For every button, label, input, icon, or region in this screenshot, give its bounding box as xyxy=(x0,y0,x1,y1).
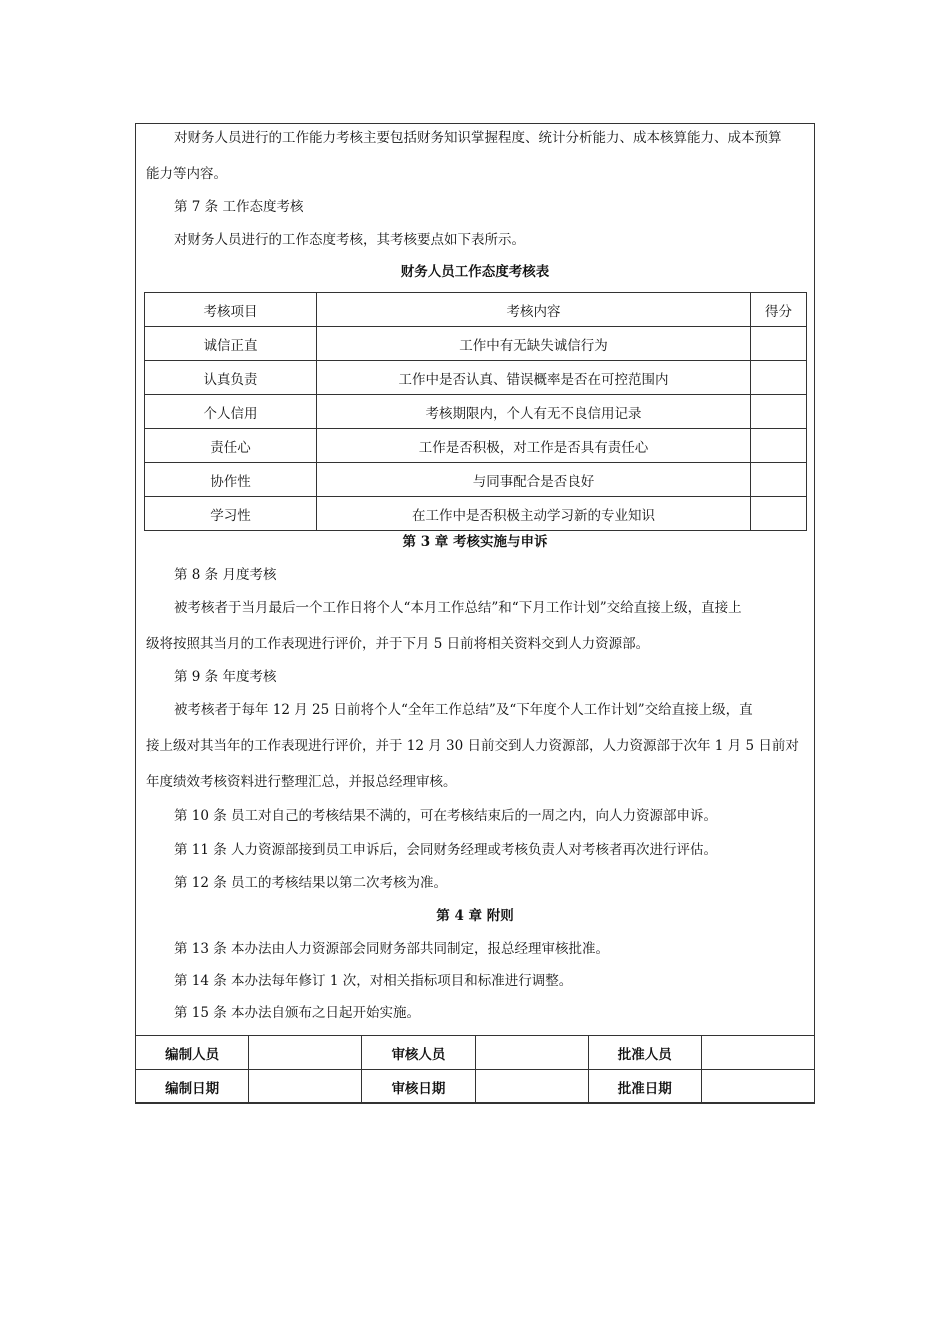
table-row xyxy=(145,463,807,497)
table-row xyxy=(145,327,807,361)
cell-score[interactable] xyxy=(751,463,807,497)
reviewed-by-label: 审核人员 xyxy=(362,1036,475,1070)
table-row xyxy=(145,429,807,463)
article-9-body-1: 被考核者于每年 12 月 25 日前将个人“全年工作总结”及“下年度个人工作计划”交给直接上级，直 xyxy=(174,702,753,718)
cell-item: 个人信用 xyxy=(145,395,317,429)
table-title: 财务人员工作态度考核表 xyxy=(400,264,550,280)
signoff-row-dates xyxy=(136,1070,815,1104)
approved-date-label: 批准日期 xyxy=(588,1070,701,1104)
cell-item: 诚信正直 xyxy=(145,327,317,361)
cell-score[interactable] xyxy=(751,429,807,463)
prepared-date-label: 编制日期 xyxy=(136,1070,249,1104)
cell-score[interactable] xyxy=(751,327,807,361)
header-cell-item: 考核项目 xyxy=(145,293,317,327)
header-cell-content: 考核内容 xyxy=(317,293,751,327)
article-14: 第 14 条 本办法每年修订 1 次，对相关指标项目和标准进行调整。 xyxy=(174,973,573,989)
cell-score[interactable] xyxy=(751,395,807,429)
table-row xyxy=(145,395,807,429)
chapter-4-title: 第 4 章 附则 xyxy=(436,908,514,924)
paragraph-attitude-intro: 对财务人员进行的工作态度考核，其考核要点如下表所示。 xyxy=(174,232,525,248)
cell-item: 责任心 xyxy=(145,429,317,463)
cell-content: 与同事配合是否良好 xyxy=(317,463,751,497)
article-13: 第 13 条 本办法由人力资源部会同财务部共同制定，报总经理审核批准。 xyxy=(174,941,610,957)
table-header-row xyxy=(145,293,807,327)
approved-by-label: 批准人员 xyxy=(588,1036,701,1070)
reviewed-date-field[interactable] xyxy=(475,1070,588,1104)
article-12: 第 12 条 员工的考核结果以第二次考核为准。 xyxy=(174,875,448,891)
paragraph-ability-1: 对财务人员进行的工作能力考核主要包括财务知识掌握程度、统计分析能力、成本核算能力、成本预算 xyxy=(174,130,782,146)
prepared-by-field[interactable] xyxy=(249,1036,362,1070)
article-10: 第 10 条 员工对自己的考核结果不满的，可在考核结束后的一周之内，向人力资源部申诉。 xyxy=(174,808,718,824)
prepared-by-label: 编制人员 xyxy=(136,1036,249,1070)
document-frame xyxy=(135,123,815,1103)
cell-content: 工作中有无缺失诚信行为 xyxy=(317,327,751,361)
article-9-body-3: 年度绩效考核资料进行整理汇总，并报总经理审核。 xyxy=(146,774,457,790)
cell-item: 认真负责 xyxy=(145,361,317,395)
reviewed-date-label: 审核日期 xyxy=(362,1070,475,1104)
cell-item: 协作性 xyxy=(145,463,317,497)
header-cell-score: 得分 xyxy=(751,293,807,327)
reviewed-by-field[interactable] xyxy=(475,1036,588,1070)
cell-content: 考核期限内，个人有无不良信用记录 xyxy=(317,395,751,429)
article-9-body-2: 接上级对其当年的工作表现进行评价，并于 12 月 30 日前交到人力资源部，人力资源部于次年 1 月 5 日前对 xyxy=(146,738,799,754)
approved-date-field[interactable] xyxy=(701,1070,814,1104)
article-9-heading: 第 9 条 年度考核 xyxy=(174,669,277,685)
cell-content: 在工作中是否积极主动学习新的专业知识 xyxy=(317,497,751,531)
signoff-table xyxy=(135,1035,815,1104)
attitude-assessment-table xyxy=(144,292,807,531)
cell-score[interactable] xyxy=(751,361,807,395)
table-row xyxy=(145,361,807,395)
paragraph-ability-2: 能力等内容。 xyxy=(146,166,227,182)
article-7-heading: 第 7 条 工作态度考核 xyxy=(174,199,304,215)
article-15: 第 15 条 本办法自颁布之日起开始实施。 xyxy=(174,1005,421,1021)
article-8-body-1: 被考核者于当月最后一个工作日将个人“本月工作总结”和“下月工作计划”交给直接上级，直接上 xyxy=(174,600,742,616)
approved-by-field[interactable] xyxy=(701,1036,814,1070)
cell-item: 学习性 xyxy=(145,497,317,531)
prepared-date-field[interactable] xyxy=(249,1070,362,1104)
article-11: 第 11 条 人力资源部接到员工申诉后，会同财务经理或考核负责人对考核者再次进行评估。 xyxy=(174,842,718,858)
cell-content: 工作中是否认真、错误概率是否在可控范围内 xyxy=(317,361,751,395)
table-row xyxy=(145,497,807,531)
cell-content: 工作是否积极，对工作是否具有责任心 xyxy=(317,429,751,463)
signoff-row-names xyxy=(136,1036,815,1070)
cell-score[interactable] xyxy=(751,497,807,531)
article-8-heading: 第 8 条 月度考核 xyxy=(174,567,277,583)
article-8-body-2: 级将按照其当月的工作表现进行评价，并于下月 5 日前将相关资料交到人力资源部。 xyxy=(146,636,650,652)
chapter-3-title: 第 3 章 考核实施与申诉 xyxy=(402,534,548,550)
